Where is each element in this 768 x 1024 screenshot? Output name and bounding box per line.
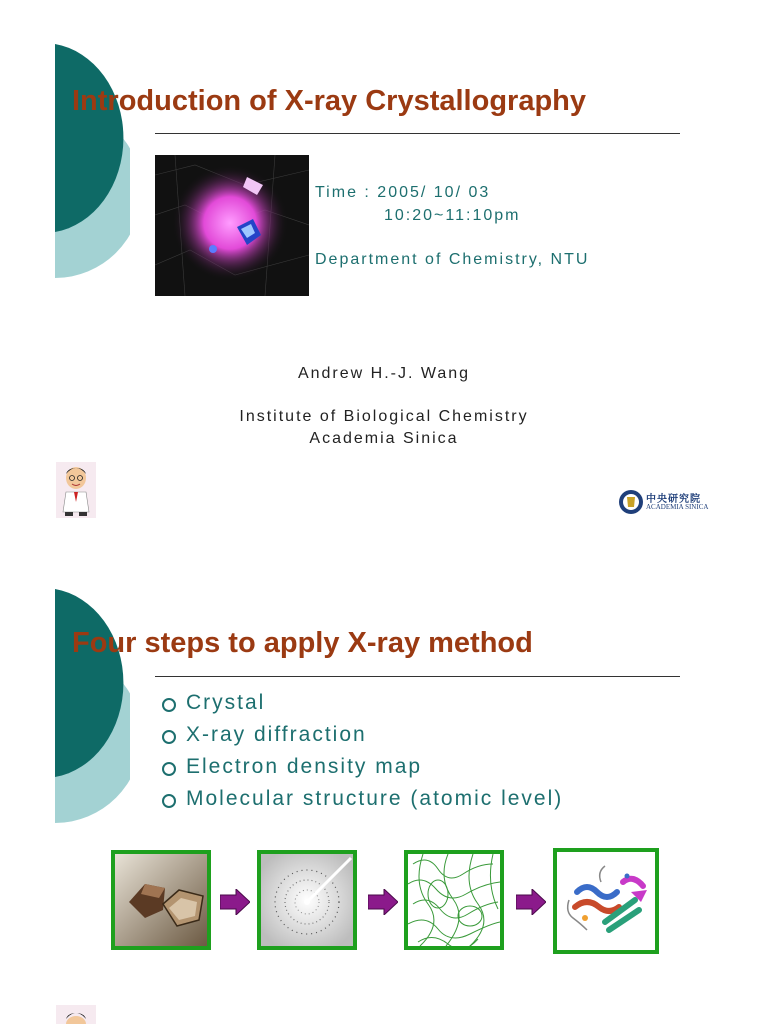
slide2-title: Four steps to apply X-ray method xyxy=(72,627,533,659)
step-xray-diffraction: X-ray diffraction xyxy=(160,719,563,751)
logo-chinese-text: 中央研究院 xyxy=(646,494,701,505)
arrow-right-icon xyxy=(368,889,398,915)
slide2-decoration xyxy=(0,545,130,845)
time-range: 10:20~11:10pm xyxy=(384,207,521,224)
step-electron-density-map: Electron density map xyxy=(160,751,563,783)
steps-list xyxy=(160,687,563,815)
step-crystal: Crystal xyxy=(160,687,563,719)
institute-name: Institute of Biological Chemistry xyxy=(239,408,529,425)
slide1-title: Introduction of X-ray Crystallography xyxy=(72,85,586,117)
crystal-photo-icon xyxy=(111,850,211,950)
density-map-icon xyxy=(404,850,504,950)
slide1-decoration xyxy=(0,0,130,300)
step-molecular-structure: Molecular structure (atomic level) xyxy=(160,783,563,815)
seal-icon xyxy=(618,489,644,515)
crystal-photo xyxy=(155,155,309,296)
academia-sinica-logo xyxy=(618,489,718,517)
protein-structure-icon xyxy=(553,848,659,954)
arrow-right-icon xyxy=(516,889,546,915)
caricature-avatar xyxy=(56,462,96,518)
arrow-right-icon xyxy=(220,889,250,915)
academy-name: Academia Sinica xyxy=(309,430,459,447)
slide2-title-rule xyxy=(155,676,680,677)
slide1-title-rule xyxy=(155,133,680,134)
caricature-avatar xyxy=(56,1005,96,1024)
time-label: Time : 2005/ 10/ 03 xyxy=(315,184,491,201)
department-text: Department of Chemistry, NTU xyxy=(315,251,590,268)
presenter-name: Andrew H.-J. Wang xyxy=(297,365,471,382)
logo-english-text: ACADEMIA SINICA xyxy=(646,503,709,511)
diffraction-pattern-icon xyxy=(257,850,357,950)
